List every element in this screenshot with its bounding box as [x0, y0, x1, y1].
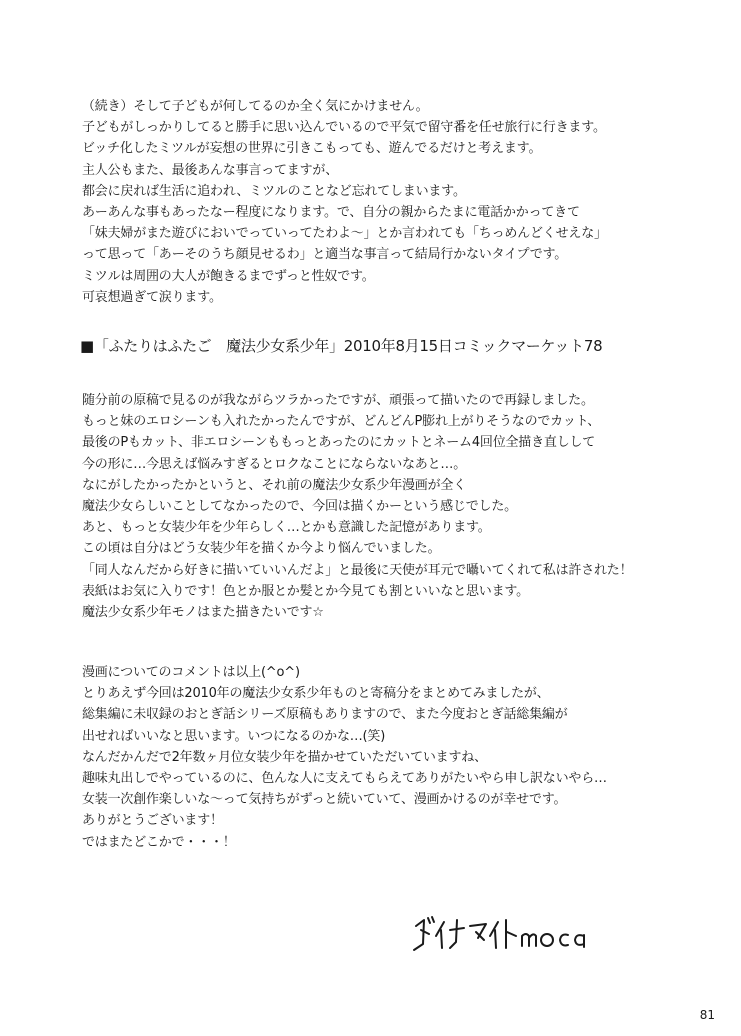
text-line: 魔法少女系少年モノはまた描きたいです☆ — [82, 604, 324, 620]
text-line: 表紙はお気に入りです！色とか服とか髪とか今見ても割といいなと思います。 — [82, 583, 529, 599]
text-line: って思って「あーそのうち顔見せるわ」と適当な事言って結局行かないタイプです。 — [82, 247, 568, 263]
afterword-paragraph-magical-girl — [82, 390, 682, 623]
text-line: ミツルは周囲の大人が飽きるまでずっと性奴です。 — [82, 268, 375, 284]
text-line: なんだかんだで2年数ヶ月位女装少年を描かせていただいていますね、 — [82, 749, 487, 765]
text-line: あーあんな事もあったなー程度になります。で、自分の親からたまに電話かかってきて — [82, 204, 580, 220]
text-line: （続き）そして子どもが何してるのか全く気にかけません。 — [82, 99, 429, 114]
text-line: ではまたどこかで・・・！ — [82, 834, 236, 850]
handwritten-signature — [410, 912, 600, 960]
text-line: 女装一次創作楽しいな〜って気持ちがずっと続いていて、漫画かけるのが幸せです。 — [82, 792, 567, 808]
text-line: なにがしたかったかというと、それ前の魔法少女系少年漫画が全く — [82, 477, 467, 493]
text-line: 随分前の原稿で見るのが我ながらツラかったですが、頑張って描いたので再録しました。 — [82, 393, 594, 408]
afterword-paragraph-continued — [82, 96, 682, 308]
text-line: あと、もっと女装少年を少年らしく…とかも意識した記憶があります。 — [82, 520, 491, 536]
text-line: 可哀想過ぎて涙ります。 — [82, 289, 222, 305]
text-line: 都会に戻れば生活に追われ、ミツルのことなど忘れてしまいます。 — [82, 183, 466, 199]
page-number: 81 — [699, 1008, 715, 1022]
text-line: 漫画についてのコメントは以上(^o^) — [82, 665, 300, 680]
text-line: 魔法少女らしいことしてなかったので、今回は描くかーという感じでした。 — [82, 498, 517, 514]
text-line: 今の形に…今思えば悩みすぎるとロクなことにならないなあと…。 — [82, 456, 467, 472]
text-line: とりあえず今回は2010年の魔法少女系少年ものと寄稿分をまとめてみましたが、 — [82, 686, 550, 702]
text-line: 総集編に未収録のおとぎ話シリーズ原稿もありますので、また今度おとぎ話総集編が — [82, 707, 568, 723]
text-line: この頃は自分はどう女装少年を描くか今より悩んでいました。 — [82, 541, 441, 557]
text-line: 「妹夫婦がまた遊びにおいでっていってたわよ〜」とか言われても「ちっめんどくせえな」 — [82, 226, 607, 242]
text-line: 「同人なんだから好きに描いていいんだよ」と最後に天使が耳元で囁いてくれて私は許された！ — [82, 562, 633, 578]
text-line: ありがとうございます！ — [82, 813, 223, 829]
section-heading: ■「ふたりはふたご 魔法少女系少年」2010年8月15日コミックマーケット78 — [80, 337, 603, 355]
text-line: 趣味丸出しでやっているのに、色んな人に支えてもらえてありがたいやら申し訳ないやら… — [82, 770, 607, 786]
afterword-paragraph-closing — [82, 662, 682, 853]
text-line: ビッチ化したミツルが妄想の世界に引きこもっても、遊んでるだけと考えます。 — [82, 141, 542, 157]
text-line: 主人公もまた、最後あんな事言ってますが、 — [82, 162, 339, 178]
text-line: もっと妹のエロシーンも入れたかったんですが、どんどんP膨れ上がりそうなのでカット、 — [82, 414, 601, 430]
text-line: 子どもがしっかりしてると勝手に思い込んでいるので平気で留守番を任せ旅行に行きます。 — [82, 120, 606, 136]
text-line: 最後のPもカット、非エロシーンももっとあったのにカットとネーム4回位全描き直しして — [82, 435, 596, 451]
text-line: 出せればいいなと思います。いつになるのかな…(笑) — [82, 728, 386, 744]
